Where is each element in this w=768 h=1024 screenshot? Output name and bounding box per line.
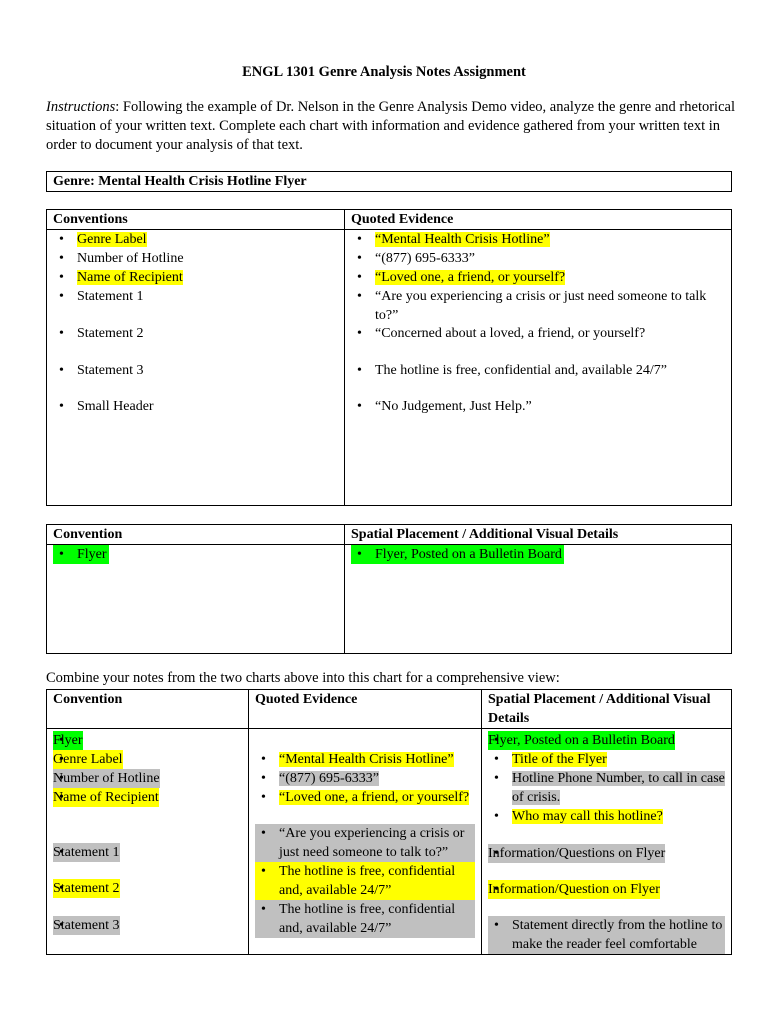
spatial-table — [46, 524, 732, 654]
header-spatial: Spatial Placement / Additional Visual Details — [482, 690, 732, 729]
list-item: • Statement 1 — [53, 287, 338, 324]
list-item: • “Loved one, a friend, or yourself? — [351, 268, 725, 287]
list-item: • “Are you experiencing a crisis or just need someone to talk to?” — [351, 287, 725, 324]
list-item: • “Are you experiencing a crisis or just need someone to talk to?” — [255, 824, 475, 862]
instructions — [46, 98, 736, 155]
list-item: • The hotline is free, confidential and, available 24/7” — [255, 862, 475, 900]
document-title: ENGL 1301 Genre Analysis Notes Assignment — [242, 64, 526, 80]
header-conventions: Conventions — [47, 210, 345, 230]
list-item: • “Mental Health Crisis Hotline” — [351, 230, 725, 249]
list-item: • Number of Hotline — [53, 769, 160, 788]
conventions-cell — [47, 230, 345, 506]
list-item: • Flyer, Posted on a Bulletin Board — [351, 545, 564, 564]
list-item: • Statement directly from the hotline to make the reader feel comfortable — [488, 916, 725, 954]
list-item: • Flyer — [53, 545, 109, 564]
header-spatial: Spatial Placement / Additional Visual Details — [345, 525, 732, 545]
list-item: • Hotline Phone Number, to call in case of crisis. — [488, 769, 725, 807]
list-item: • “(877) 695-6333” — [351, 249, 725, 268]
list-item: • “Mental Health Crisis Hotline” — [255, 750, 475, 769]
list-item: • Genre Label — [53, 750, 123, 769]
header-quoted-evidence: Quoted Evidence — [345, 210, 732, 230]
combined-table — [46, 689, 732, 955]
list-item: • Statement 3 — [53, 916, 120, 935]
header-convention: Convention — [47, 690, 249, 729]
header-convention: Convention — [47, 525, 345, 545]
list-item: • Genre Label — [53, 230, 338, 249]
list-item: • Flyer, Posted on a Bulletin Board — [488, 731, 675, 750]
combine-note: Combine your notes from the two charts above into this chart for a comprehensive view: — [46, 670, 560, 686]
list-item: • Information/Questions on Flyer — [488, 844, 665, 863]
list-item: • Statement 2 — [53, 879, 120, 898]
list-item: • The hotline is free, confidential and, available 24/7” — [351, 361, 725, 397]
list-item: • Who may call this hotline? — [488, 807, 725, 826]
genre-label: Genre: Mental Health Crisis Hotline Flyer — [47, 172, 732, 192]
list-item: • The hotline is free, confidential and, available 24/7” — [255, 900, 475, 938]
list-item: • “Concerned about a loved, a friend, or yourself? — [351, 324, 725, 361]
combined-details-cell — [482, 729, 732, 955]
list-item: • Title of the Flyer — [488, 750, 725, 769]
convention-cell — [47, 545, 345, 654]
list-item: • Flyer — [53, 731, 83, 750]
list-item: • “(877) 695-6333” — [255, 769, 475, 788]
list-item: • Statement 2 — [53, 324, 338, 361]
list-item: • Information/Question on Flyer — [488, 880, 660, 899]
genre-table — [46, 171, 732, 192]
combined-evidence-cell — [249, 729, 482, 955]
list-item: • “Loved one, a friend, or yourself? — [255, 788, 475, 807]
instructions-text: : Following the example of Dr. Nelson in the Genre Analysis Demo video, analyze the genre and rhetorical situation of your written text. Complete each chart with information and evidence gathered from your written text in order to document your analysis of that text. — [46, 99, 735, 153]
instructions-label: Instructions — [46, 99, 116, 115]
list-item: • Number of Hotline — [53, 249, 338, 268]
detail-cell — [345, 545, 732, 654]
list-item: • Statement 1 — [53, 843, 120, 862]
list-item: • Name of Recipient — [53, 268, 338, 287]
list-item: • “No Judgement, Just Help.” — [351, 397, 725, 416]
evidence-cell — [345, 230, 732, 506]
header-quoted-evidence: Quoted Evidence — [249, 690, 482, 729]
list-item: • Small Header — [53, 397, 338, 416]
list-item: • Name of Recipient — [53, 788, 159, 807]
list-item: • Statement 3 — [53, 361, 338, 397]
conventions-table — [46, 209, 732, 506]
combined-conventions-cell — [47, 729, 249, 955]
